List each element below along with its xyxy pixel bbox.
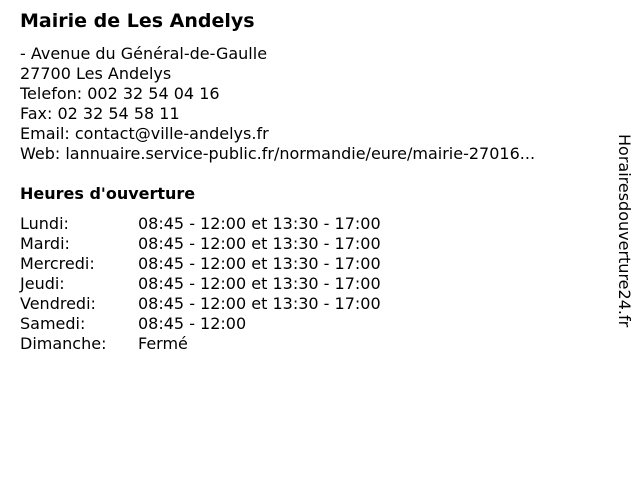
- hours-row-sunday: [20, 334, 381, 354]
- time-value: 08:45 - 12:00 et 13:30 - 17:00: [138, 274, 381, 293]
- day-label: Dimanche:: [20, 334, 107, 353]
- street-address: - Avenue du Général-de-Gaulle: [20, 44, 268, 63]
- day-label: Mercredi:: [20, 254, 95, 273]
- time-value: 08:45 - 12:00 et 13:30 - 17:00: [138, 254, 381, 273]
- day-label: Mardi:: [20, 234, 70, 253]
- hours-row-friday: [20, 294, 381, 314]
- hours-row-tuesday: [20, 234, 381, 254]
- time-value: 08:45 - 12:00 et 13:30 - 17:00: [138, 294, 381, 313]
- hours-heading: Heures d'ouverture: [20, 184, 196, 203]
- day-label: Vendredi:: [20, 294, 96, 313]
- day-label: Jeudi:: [20, 274, 65, 293]
- website-link: Web: lannuaire.service-public.fr/normandie/eure/mairie-27016...: [20, 144, 536, 163]
- page-title: Mairie de Les Andelys: [20, 10, 255, 32]
- hours-row-monday: [20, 214, 381, 234]
- city-postal: 27700 Les Andelys: [20, 64, 172, 83]
- email-address: Email: contact@ville-andelys.fr: [20, 124, 269, 143]
- fax-number: Fax: 02 32 54 58 11: [20, 104, 180, 123]
- address-block: [20, 44, 535, 164]
- hours-row-wednesday: [20, 254, 381, 274]
- time-value: 08:45 - 12:00 et 13:30 - 17:00: [138, 214, 381, 233]
- hours-row-thursday: [20, 274, 381, 294]
- day-label: Samedi:: [20, 314, 86, 333]
- time-value: 08:45 - 12:00 et 13:30 - 17:00: [138, 234, 381, 253]
- time-value: 08:45 - 12:00: [138, 314, 247, 333]
- phone-number: Telefon: 002 32 54 04 16: [20, 84, 220, 103]
- day-label: Lundi:: [20, 214, 69, 233]
- watermark-text: Horairesdouverture24.fr: [615, 134, 634, 328]
- hours-row-saturday: [20, 314, 381, 334]
- opening-hours-table: [20, 214, 381, 354]
- time-value: Fermé: [138, 334, 188, 353]
- site-watermark: [612, 134, 636, 374]
